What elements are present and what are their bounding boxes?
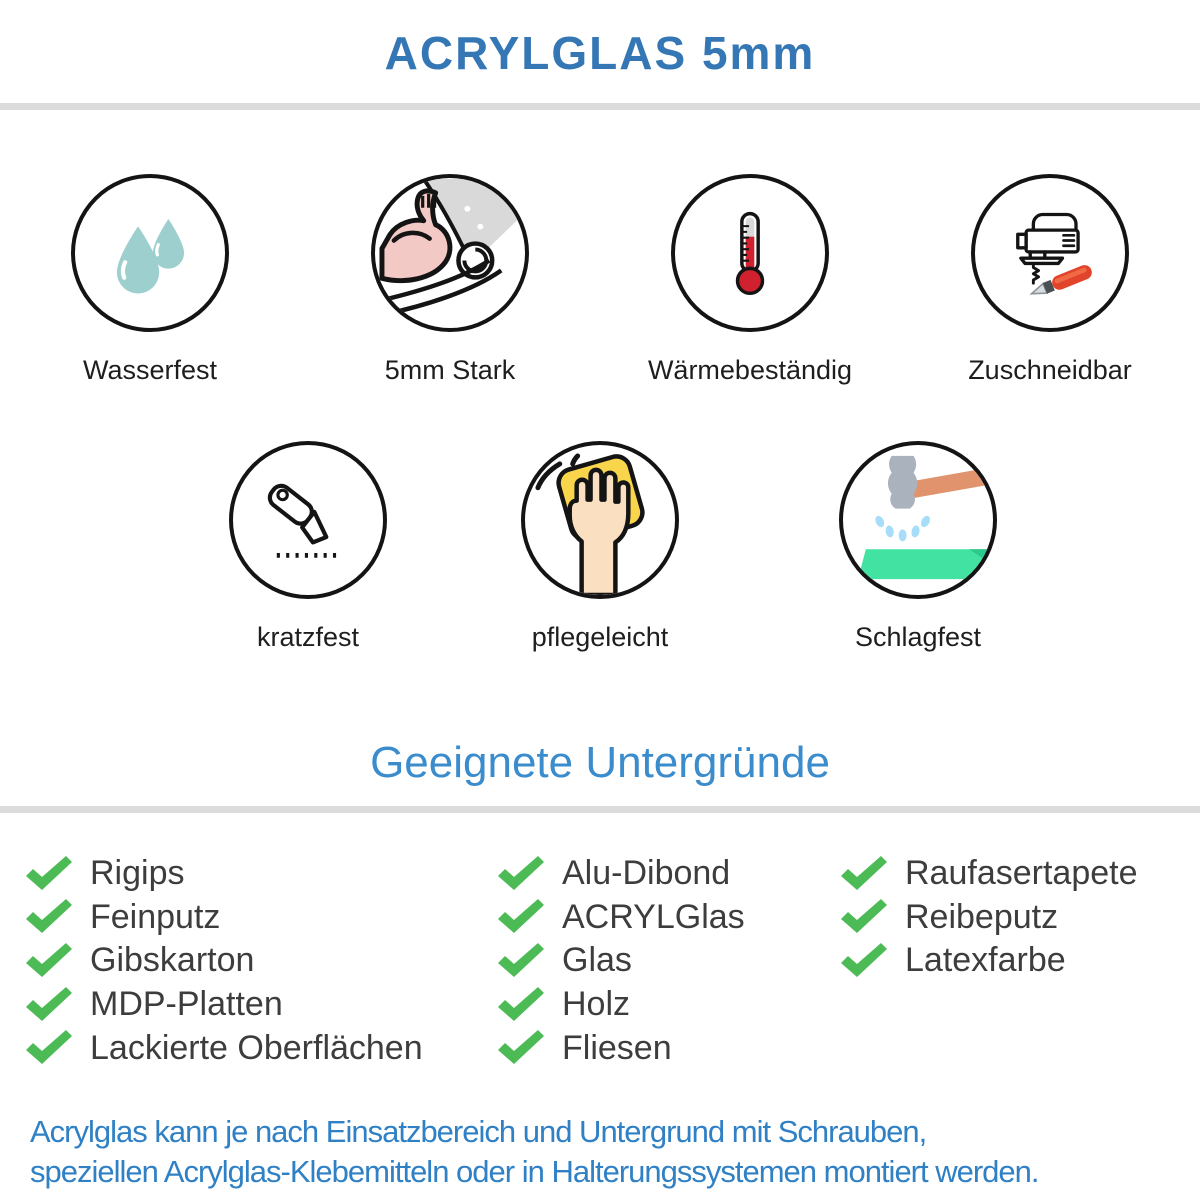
checkmark-icon — [25, 856, 73, 892]
thermometer-icon — [671, 174, 829, 332]
feature-cuttable — [900, 174, 1200, 386]
checkmark-icon — [25, 1030, 73, 1066]
surface-label: Rigips — [90, 854, 185, 893]
surface-label: Holz — [562, 985, 631, 1024]
feature-thickness — [300, 174, 600, 386]
feature-impact-resistant — [768, 441, 1068, 653]
feature-label: 5mm Stark — [384, 355, 516, 385]
divider — [0, 806, 1200, 813]
surface-label: Reibeputz — [905, 897, 1059, 936]
checkmark-icon — [25, 899, 73, 935]
checkmark-icon — [840, 899, 888, 935]
surface-label: Fliesen — [562, 1028, 672, 1067]
surface-label: MDP-Platten — [90, 985, 283, 1024]
surface-label: Glas — [562, 941, 632, 980]
feature-label: kratzfest — [256, 622, 360, 652]
checkmark-icon — [25, 943, 73, 979]
surfaces-column-2 — [497, 852, 745, 1070]
surfaces-heading: Geeignete Untergründe — [370, 738, 830, 787]
list-item — [840, 852, 1138, 896]
feature-easy-care — [450, 441, 750, 653]
surfaces-column-1 — [25, 852, 423, 1070]
feature-label: Wasserfest — [82, 355, 218, 385]
feature-label: pflegeleicht — [531, 622, 669, 652]
list-item — [497, 896, 745, 940]
surface-label: Gibskarton — [90, 941, 255, 980]
hand-wiping-cloth-icon — [521, 441, 679, 599]
page-title: ACRYLGLAS 5mm — [384, 27, 816, 79]
list-item — [840, 939, 1138, 983]
features-row-1 — [0, 174, 1200, 386]
list-item — [25, 1026, 423, 1070]
surface-label: ACRYLGlas — [562, 897, 745, 936]
surface-label: Raufasertapete — [905, 854, 1138, 893]
list-item — [25, 983, 423, 1027]
feature-label: Zuschneidbar — [968, 355, 1132, 385]
list-item — [497, 983, 745, 1027]
list-item — [25, 896, 423, 940]
checkmark-icon — [497, 856, 545, 892]
list-item — [840, 896, 1138, 940]
surface-label: Alu-Dibond — [562, 854, 731, 893]
feature-heat-resistant — [600, 174, 900, 386]
feature-label: Schlagfest — [854, 622, 982, 652]
surface-label: Lackierte Oberflächen — [90, 1028, 423, 1067]
water-drops-icon — [71, 174, 229, 332]
feature-label: Wärmebeständig — [647, 355, 853, 385]
list-item — [25, 939, 423, 983]
mounting-note-line-2: speziellen Acrylglas-Klebemitteln oder in Halterungssystemen montiert werden. — [30, 1154, 1039, 1190]
mounting-note — [30, 1112, 1039, 1193]
checkmark-icon — [497, 943, 545, 979]
checkmark-icon — [840, 943, 888, 979]
strong-arm-icon — [371, 174, 529, 332]
checkmark-icon — [497, 899, 545, 935]
surfaces-column-3 — [840, 852, 1138, 983]
surface-label: Latexfarbe — [905, 941, 1066, 980]
checkmark-icon — [497, 987, 545, 1023]
checkmark-icon — [840, 856, 888, 892]
checkmark-icon — [497, 1030, 545, 1066]
feature-scratch-resistant — [158, 441, 458, 653]
jigsaw-and-knife-icon — [971, 174, 1129, 332]
list-item — [497, 1026, 745, 1070]
list-item — [497, 852, 745, 896]
feature-waterproof — [0, 174, 300, 386]
divider — [0, 103, 1200, 110]
mounting-note-line-1: Acrylglas kann je nach Einsatzbereich und Untergrund mit Schrauben, — [30, 1114, 927, 1149]
surface-label: Feinputz — [90, 897, 221, 936]
checkmark-icon — [25, 987, 73, 1023]
utility-knife-icon — [229, 441, 387, 599]
list-item — [25, 852, 423, 896]
hammer-impact-icon — [839, 441, 997, 599]
list-item — [497, 939, 745, 983]
